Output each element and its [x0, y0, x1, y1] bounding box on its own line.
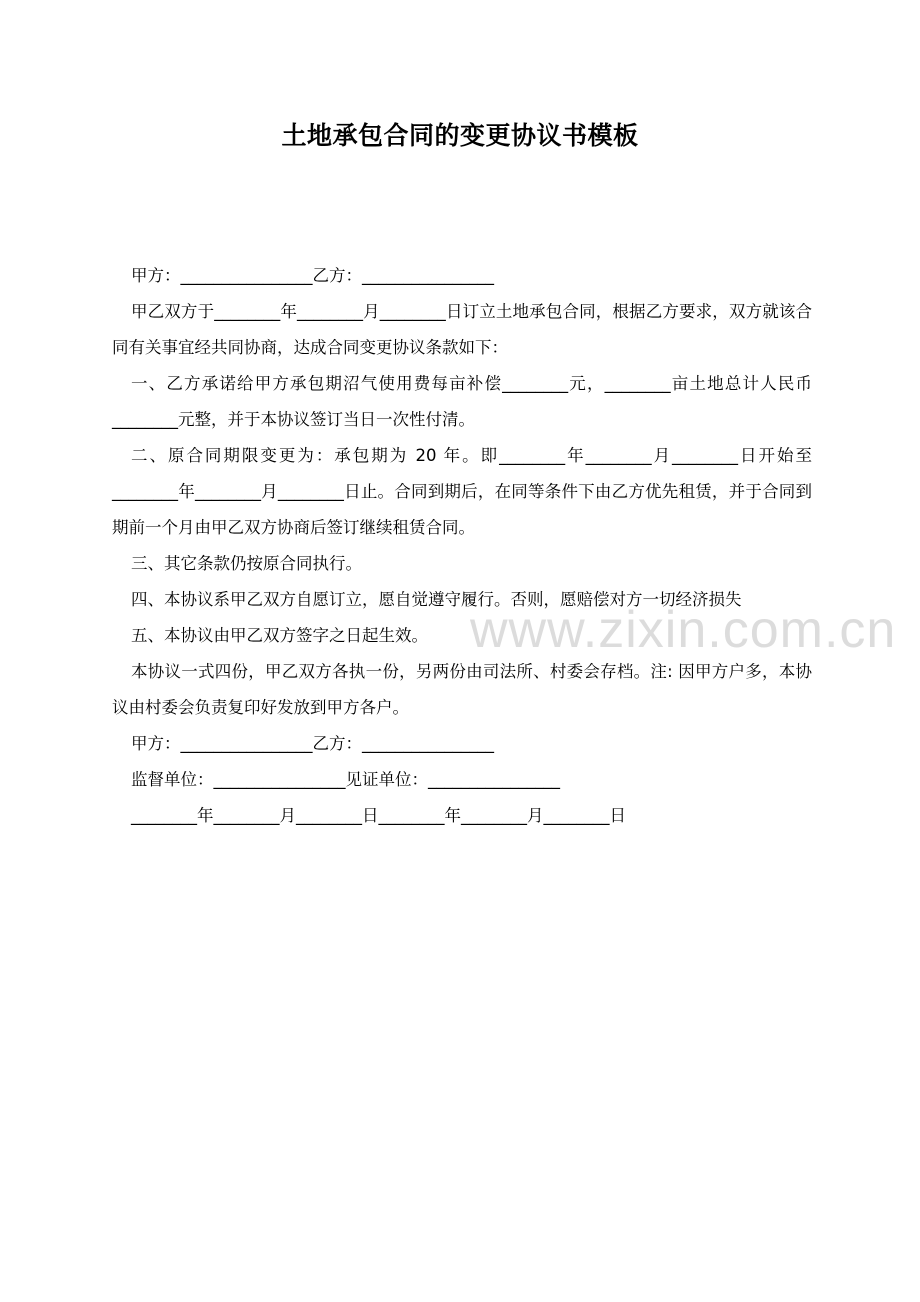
document-body [112, 258, 812, 834]
clause-3: 三、其它条款仍按原合同执行。 [131, 554, 362, 573]
document-title: 土地承包合同的变更协议书模板 [281, 121, 639, 150]
clause-2: 二、原合同期限变更为：承包期为 20 年。即________年________月________日开始至________年________月________日止。合同到期后，在同等条件下由乙方优先租赁，并于合同到期前一个月由甲乙双方协商后签订继续租赁合同。 [112, 446, 812, 537]
copies-note: 本协议一式四份，甲乙双方各执一份，另两份由司法所、村委会存档。注: 因甲方户多，本协议由村委会负责复印好发放到甲方各户。 [112, 662, 812, 717]
clause-1: 一、乙方承诺给甲方承包期沼气使用费每亩补偿________元，________亩土地总计人民币________元整，并于本协议签订当日一次性付清。 [112, 374, 812, 429]
watermark: www.zixin.com.cn [470, 601, 897, 659]
party-line: 甲方：________________乙方：________________ [131, 266, 494, 285]
clause-5: 五、本协议由甲乙双方签字之日起生效。 [131, 626, 428, 645]
signature-parties-line: 甲方：________________乙方：________________ [131, 734, 494, 753]
supervision-line: 监督单位：________________见证单位：________________ [131, 770, 560, 789]
intro-paragraph: 甲乙双方于________年________月________日订立土地承包合同，根据乙方要求，双方就该合同有关事宜经共同协商，达成合同变更协议条款如下： [112, 302, 812, 357]
date-line: ________年________月________日________年________月________日 [131, 806, 626, 825]
clause-4: 四、本协议系甲乙双方自愿订立，愿自觉遵守履行。否则，愿赔偿对方一切经济损失 [131, 590, 742, 609]
